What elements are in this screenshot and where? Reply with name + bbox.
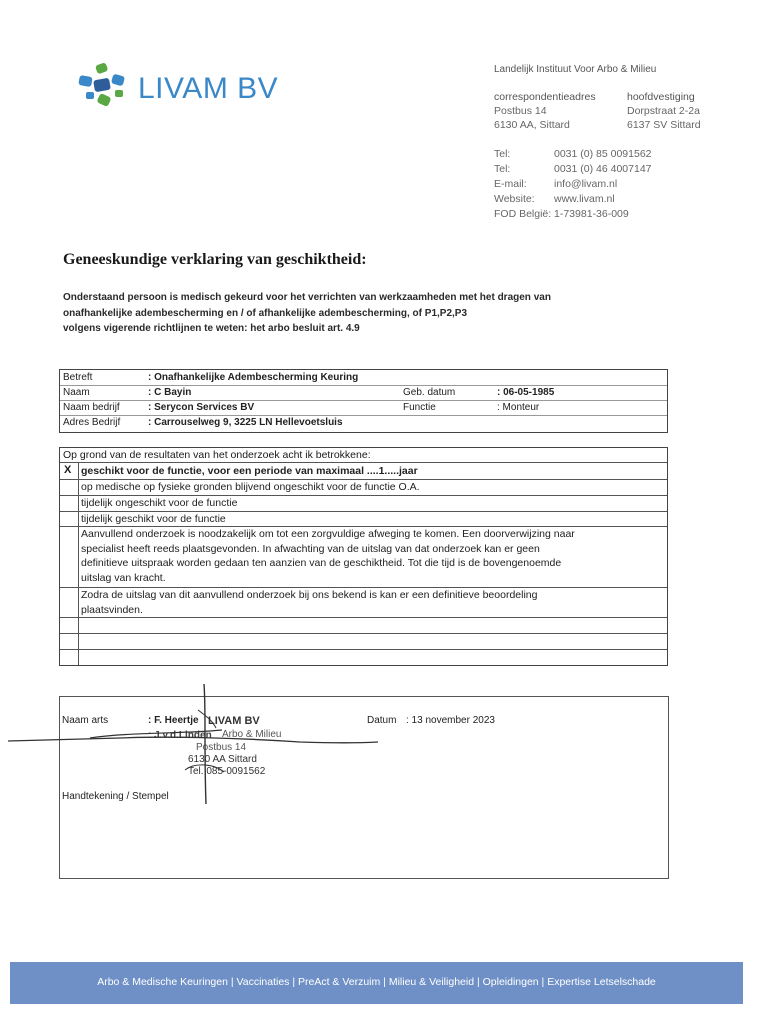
functie-value: : Monteur [497,402,540,413]
contact-value: info@livam.nl [554,178,618,190]
naam-label: Naam [63,387,90,398]
document-title: Geneeskundige verklaring van geschiktheid: [63,251,367,268]
intro-line: Onderstaand persoon is medisch gekeurd voor het verrichten van werkzaamheden met het dragen van [63,292,551,303]
contact-row [494,192,652,207]
hq-heading: hoofdvestiging [627,91,695,103]
option-line: plaatsvinden. [81,603,143,616]
correspondence-line2: 6130 AA, Sittard [494,119,570,131]
selected-checkbox-mark: X [64,464,72,476]
handtekening-label: Handtekening / Stempel [62,791,169,802]
footer-bar [10,962,743,1004]
option-tijdelijk-ongeschikt: tijdelijk ongeschikt voor de functie [81,497,238,509]
assessment-table [59,447,668,666]
contact-label: Tel: [494,148,511,160]
contact-value: 0031 (0) 46 4007147 [554,163,652,175]
contact-value: 0031 (0) 85 0091562 [554,148,652,160]
footer-text: Arbo & Medische Keuringen | Vaccinaties | PreAct & Verzuim | Milieu & Veiligheid | Opleidingen | Expertise Letselschade [97,976,656,988]
org-name: Landelijk Instituut Voor Arbo & Milieu [494,64,657,75]
gebdatum-value: : 06-05-1985 [497,387,555,398]
option-line: uitslag van kracht. [81,571,166,584]
contact-label: E-mail: [494,178,527,190]
stamp-line: Tel. 085-0091562 [188,766,266,777]
option-geschikt: geschikt voor de functie, voor een periode van maximaal ....1.....jaar [81,465,418,477]
adres-value: : Carrouselweg 9, 3225 LN Hellevoetsluis [148,417,343,428]
option-line: specialist heeft reeds plaatsgevonden. In afwachting van de uitslag van dat onderzoek kan er geen [81,542,540,555]
datum-label: Datum [367,715,397,726]
hq-line2: 6137 SV Sittard [627,119,701,131]
contact-label: Tel: [494,163,511,175]
details-table [59,369,668,433]
arts-label: Naam arts [62,715,109,726]
option-definitieve-beoordeling [81,588,663,617]
logo-mark-icon [76,62,136,112]
option-line: definitieve uitspraak worden gedaan ten aanzien van de geschiktheid. Tot die tijd is de bovengenoemde [81,557,562,569]
assessment-header: Op grond van de resultaten van het onderzoek acht ik betrokkene: [63,449,371,461]
intro-line: onafhankelijke adembescherming en / of afhankelijke adembescherming, of P1,P2,P3 [63,307,468,319]
stamp-line: LIVAM BV [208,715,260,727]
datum-value: : 13 november 2023 [406,715,495,726]
contact-row [494,207,652,222]
stamp-line: Arbo & Milieu [222,729,282,740]
bedrijf-label: Naam bedrijf [63,402,120,413]
contact-label: FOD België: [494,208,552,220]
option-aanvullend-onderzoek [81,527,663,585]
option-blijvend-ongeschikt: op medische op fysieke gronden blijvend ongeschikt voor de functie O.A. [81,481,420,493]
naam-value: : C Bayin [148,387,192,398]
stamp-line: Postbus 14 [196,742,247,753]
contact-block [494,147,652,222]
logo-text: LIVAM BV [138,72,279,105]
stamp-line: 6130 AA Sittard [188,754,257,765]
option-line: Zodra de uitslag van dit aanvullend onderzoek bij ons bekend is kan er een definitieve beoordeling [81,589,538,601]
correspondence-address [494,90,596,132]
livam-logo [76,62,306,112]
contact-value: www.livam.nl [554,193,615,205]
bedrijf-value: : Serycon Services BV [148,402,255,413]
contact-value: 1-73981-36-009 [554,208,629,220]
betreft-label: Betreft [63,372,93,383]
hq-line1: Dorpstraat 2-2a [627,105,700,117]
arts-value: : F. Heertje [148,715,199,726]
betreft-value: : Onafhankelijke Adembescherming Keuring [148,372,359,383]
contact-row [494,162,652,177]
contact-label: Website: [494,193,535,205]
hq-address [627,90,701,132]
option-line: Aanvullend onderzoek is noodzakelijk om tot een zorgvuldige afweging te komen. Een doorverwijzing naar [81,528,575,540]
contact-row [494,177,652,192]
gebdatum-label: Geb. datum [403,387,456,398]
intro-text [63,290,683,337]
correspondence-line1: Postbus 14 [494,105,547,117]
functie-label: Functie [403,402,436,413]
contact-row [494,147,652,162]
arts-value-2: : J.v.d.Linden [148,730,212,741]
correspondence-heading: correspondentieadres [494,91,596,103]
handwritten-signature-icon [0,680,400,810]
option-tijdelijk-geschikt: tijdelijk geschikt voor de functie [81,513,226,525]
intro-line: volgens vigerende richtlijnen te weten: het arbo besluit art. 4.9 [63,323,360,334]
adres-label: Adres Bedrijf [63,417,121,428]
